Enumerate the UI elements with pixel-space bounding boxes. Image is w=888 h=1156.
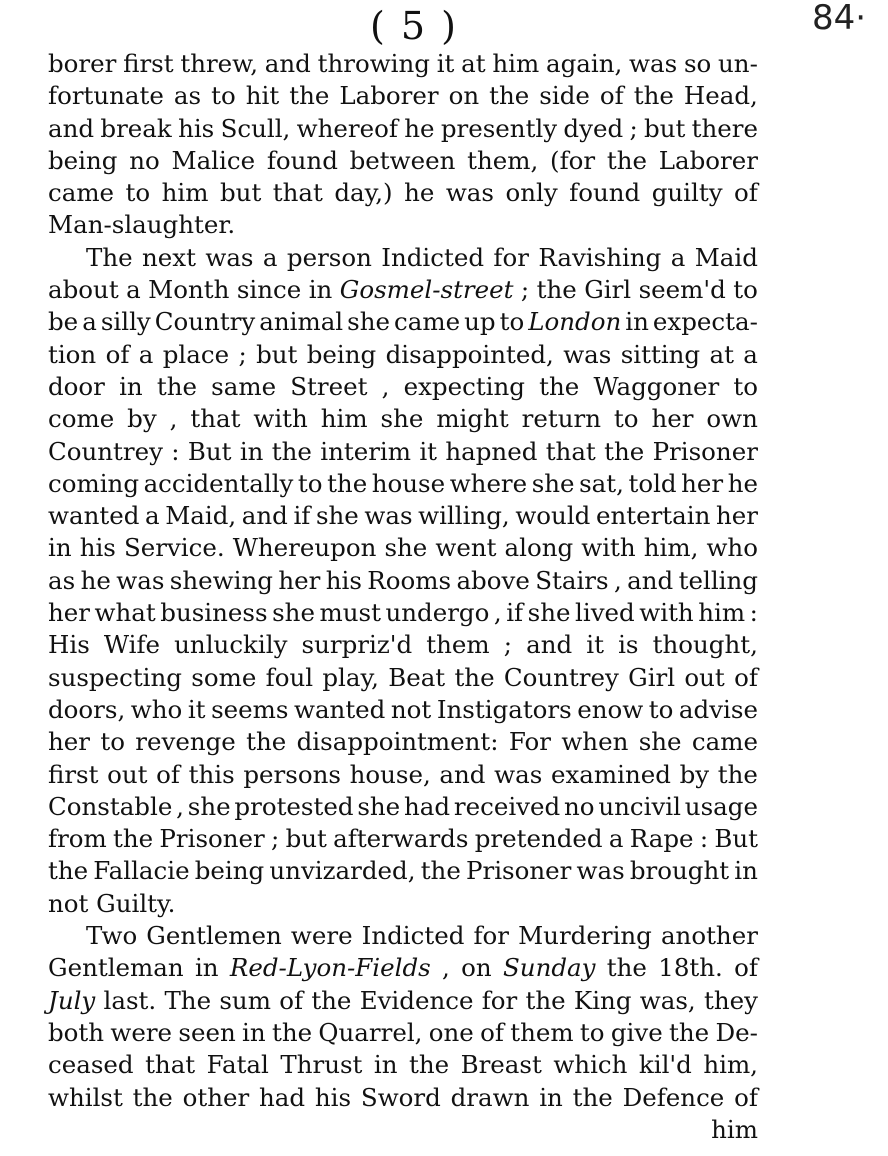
text-line: The next was a person Indicted for Ravishing a Maid (86, 242, 758, 272)
text-line: in his Service. Whereupon she went along with him, who (48, 533, 758, 563)
text-line: Two Gentlemen were Indicted for Murdering another (86, 921, 758, 951)
text-line: about a Month since in Gosmel-street ; the Girl seem'd to (48, 275, 758, 305)
text-line: came to him but that day,) he was only found guilty of (48, 178, 758, 208)
text-line: him (711, 1114, 758, 1144)
text-line: Countrey : But in the interim it hapned that the Prisoner (48, 436, 758, 466)
text-line: first out of this persons house, and was examined by the (48, 759, 758, 789)
text-line: the Fallacie being unvizarded, the Prisoner was brought in (48, 856, 758, 886)
text-line: Gentleman in Red-Lyon-Fields , on Sunday the 18th. of (48, 953, 758, 983)
text-line: suspecting some foul play, Beat the Countrey Girl out of (48, 662, 758, 692)
text-line: being no Malice found between them, (for the Laborer (48, 145, 758, 175)
text-line: whilst the other had his Sword drawn in the Defence of (48, 1082, 758, 1112)
text-line: be a silly Country animal she came up to London in expecta- (48, 307, 758, 337)
text-line: Constable , she protested she had received no uncivil usage (48, 791, 758, 821)
page-number: ( 5 ) (370, 4, 458, 48)
text-line: borer first threw, and throwing it at him again, was so un- (48, 49, 758, 78)
text-line: coming accidentally to the house where she sat, told her he (48, 468, 758, 498)
text-line: and break his Scull, whereof he presently dyed ; but there (48, 113, 758, 143)
text-line: Man-slaughter. (48, 210, 236, 240)
text-line: come by , that with him she might return to her own (48, 404, 758, 434)
text-line: her what business she must undergo , if she lived with him : (48, 598, 758, 628)
text-line: ceased that Fatal Thrust in the Breast which kil'd him, (48, 1050, 758, 1080)
text-line: both were seen in the Quarrel, one of them to give the De- (48, 1017, 758, 1047)
text-line: July last. The sum of the Evidence for the King was, they (48, 985, 758, 1015)
text-line: her to revenge the disappointment: For when she came (48, 727, 758, 757)
text-line: door in the same Street , expecting the Waggoner to (48, 371, 758, 401)
text-line: doors, who it seems wanted not Instigators enow to advise (48, 694, 758, 724)
folio-number: 84· (812, 0, 867, 38)
text-line: not Guilty. (48, 888, 176, 918)
text-line: tion of a place ; but being disappointed, was sitting at a (48, 339, 758, 369)
text-line: fortunate as to hit the Laborer on the side of the Head, (48, 81, 758, 111)
text-line: from the Prisoner ; but afterwards pretended a Rape : But (48, 824, 758, 854)
text-line: wanted a Maid, and if she was willing, would entertain her (48, 501, 758, 531)
body-text (48, 48, 758, 1146)
text-line: His Wife unluckily surpriz'd them ; and it is thought, (48, 630, 758, 660)
text-line: as he was shewing her his Rooms above Stairs , and telling (48, 565, 758, 595)
